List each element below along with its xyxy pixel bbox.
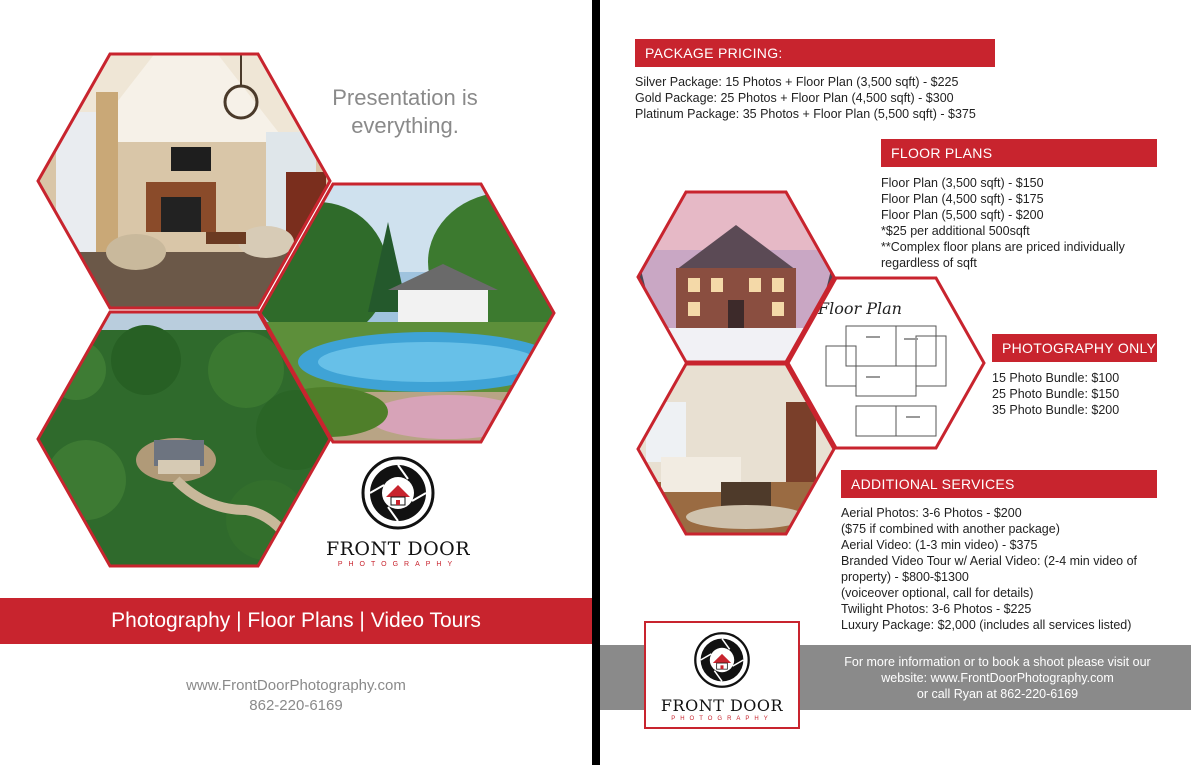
floor-plan-line: regardless of sqft bbox=[881, 256, 977, 270]
aperture-house-icon bbox=[360, 455, 436, 531]
tagline bbox=[310, 84, 500, 140]
info-line-1: For more information or to book a shoot please visit our bbox=[844, 655, 1151, 669]
service-line: Aerial Video: (1-3 min video) - $375 bbox=[841, 538, 1038, 552]
floor-plan-line: *$25 per additional 500sqft bbox=[881, 224, 1030, 238]
photography-only-header: PHOTOGRAPHY ONLY bbox=[992, 334, 1157, 362]
page-divider bbox=[592, 0, 600, 765]
package-line: Gold Package: 25 Photos + Floor Plan (4,500 sqft) - $300 bbox=[635, 91, 954, 105]
contact-info bbox=[810, 654, 1185, 702]
photo-bundle-line: 15 Photo Bundle: $100 bbox=[992, 371, 1120, 385]
additional-services-list bbox=[841, 505, 1137, 633]
photo-bundle-line: 35 Photo Bundle: $200 bbox=[992, 403, 1120, 417]
logo-name: FRONT DOOR bbox=[325, 538, 471, 560]
right-page bbox=[600, 0, 1191, 765]
tagline-line-1: Presentation is bbox=[332, 85, 478, 110]
service-line: ($75 if combined with another package) bbox=[841, 522, 1060, 536]
aperture-house-icon bbox=[693, 631, 751, 689]
info-line-3: or call Ryan at 862-220-6169 bbox=[916, 687, 1079, 701]
services-banner: Photography | Floor Plans | Video Tours bbox=[0, 598, 592, 644]
left-page bbox=[0, 0, 592, 765]
additional-services-header: ADDITIONAL SERVICES bbox=[841, 470, 1157, 498]
front-door-logo-small bbox=[646, 631, 798, 722]
floor-plans-header: FLOOR PLANS bbox=[881, 139, 1157, 167]
photography-only-list bbox=[992, 370, 1119, 418]
floor-plans-list bbox=[881, 175, 1125, 271]
service-line: Branded Video Tour w/ Aerial Video: (2-4 min video of bbox=[841, 554, 1138, 568]
service-line: (voiceover optional, call for details) bbox=[841, 586, 1034, 600]
service-line: Luxury Package: $2,000 (includes all services listed) bbox=[841, 618, 1132, 632]
right-logo-box bbox=[644, 621, 800, 729]
floor-plan-line: Floor Plan (3,500 sqft) - $150 bbox=[881, 176, 1044, 190]
package-line: Silver Package: 15 Photos + Floor Plan (3,500 sqft) - $225 bbox=[635, 75, 959, 89]
floor-plan-line: Floor Plan (5,500 sqft) - $200 bbox=[881, 208, 1044, 222]
front-door-logo bbox=[310, 455, 486, 568]
floor-plan-line: **Complex floor plans are priced individually bbox=[881, 240, 1125, 254]
service-line: property) - $800-$1300 bbox=[841, 570, 969, 584]
phone-text: 862-220-6169 bbox=[249, 697, 343, 714]
photo-bundle-line: 25 Photo Bundle: $150 bbox=[992, 387, 1120, 401]
aerial-photo-hex bbox=[36, 310, 332, 568]
tagline-line-2: everything. bbox=[351, 113, 459, 138]
logo-subtitle: PHOTOGRAPHY bbox=[337, 561, 459, 568]
floor-plan-label: Floor Plan bbox=[818, 299, 902, 318]
info-line-2: website: www.FrontDoorPhotography.com bbox=[881, 671, 1114, 685]
package-pricing-list bbox=[635, 74, 976, 122]
website-text: www.FrontDoorPhotography.com bbox=[186, 677, 406, 694]
package-pricing-header: PACKAGE PRICING: bbox=[635, 39, 995, 67]
floor-plan-line: Floor Plan (4,500 sqft) - $175 bbox=[881, 192, 1044, 206]
interior-photo-hex bbox=[636, 362, 836, 536]
left-contact bbox=[0, 676, 592, 716]
service-line: Aerial Photos: 3-6 Photos - $200 bbox=[841, 506, 1022, 520]
logo-subtitle: PHOTOGRAPHY bbox=[671, 716, 773, 722]
service-line: Twilight Photos: 3-6 Photos - $225 bbox=[841, 602, 1032, 616]
logo-name: FRONT DOOR bbox=[660, 696, 784, 715]
package-line: Platinum Package: 35 Photos + Floor Plan (5,500 sqft) - $375 bbox=[635, 107, 976, 121]
